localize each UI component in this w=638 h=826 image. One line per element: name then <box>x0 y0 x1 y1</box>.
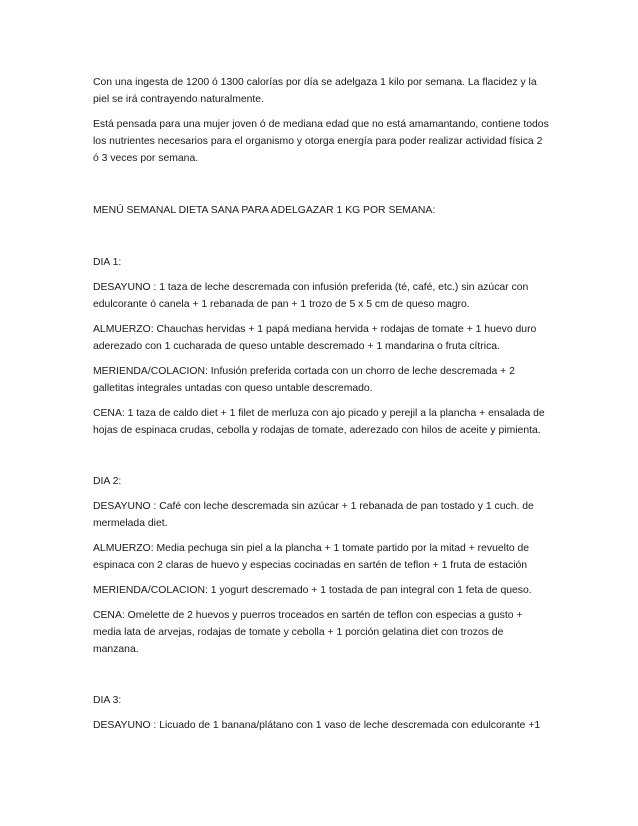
menu-title: MENÚ SEMANAL DIETA SANA PARA ADELGAZAR 1 KG POR SEMANA: <box>93 205 436 216</box>
meal-entry: CENA: Omelette de 2 huevos y puerros troceados en sartén de teflon con especias a gusto + media lata de arvejas, rodajas de tomate y cebolla + 1 porción gelatina diet con trozos de manzana. <box>93 610 523 655</box>
document-body <box>93 74 551 742</box>
spacer <box>93 447 551 473</box>
meal-entry: MERIENDA/COLACION: 1 yogurt descremado + 1 tostada de pan integral con 1 feta de queso. <box>93 585 532 596</box>
day-section <box>93 254 551 439</box>
meal-entry: CENA: 1 taza de caldo diet + 1 filet de merluza con ajo picado y perejil a la plancha + ensalada de hojas de espinaca crudas, cebolla y rodajas de tomate, aderezado con hilos de aceite y pimienta. <box>93 408 545 436</box>
meal-entry: DESAYUNO : Licuado de 1 banana/plátano con 1 vaso de leche descremada con edulcorante +1 <box>93 720 541 731</box>
meal-entry: MERIENDA/COLACION: Infusión preferida cortada con un chorro de leche descremada + 2 galletitas integrales untadas con queso untable descremado. <box>93 366 515 394</box>
day-title: DIA 2: <box>93 476 122 487</box>
day-title: DIA 3: <box>93 695 122 706</box>
meal-entry: DESAYUNO : 1 taza de leche descremada con infusión preferida (té, café, etc.) sin azúcar con edulcorante ó canela + 1 rebanada de pan + 1 trozo de 5 x 5 cm de queso magro. <box>93 282 529 310</box>
spacer <box>93 666 551 692</box>
intro-paragraph: Con una ingesta de 1200 ó 1300 calorías por día se adelgaza 1 kilo por semana. La flacidez y la piel se irá contrayendo naturalmente. <box>93 77 537 105</box>
meal-entry: ALMUERZO: Media pechuga sin piel a la plancha + 1 tomate partido por la mitad + revuelto de espinaca con 2 claras de huevo y especias cocinadas en sartén de teflon + 1 fruta de estación <box>93 543 530 571</box>
day-section <box>93 473 551 658</box>
day-section <box>93 692 551 734</box>
meal-entry: DESAYUNO : Café con leche descremada sin azúcar + 1 rebanada de pan tostado y 1 cuch. de mermelada diet. <box>93 501 534 529</box>
intro-paragraph: Está pensada para una mujer joven ó de mediana edad que no está amamantando, contiene todos los nutrientes necesarios para el organismo y otorga energía para poder realizar actividad física 2 ó 3 veces por semana. <box>93 119 549 164</box>
day-title: DIA 1: <box>93 257 122 268</box>
meal-entry: ALMUERZO: Chauchas hervidas + 1 papá mediana hervida + rodajas de tomate + 1 huevo duro aderezado con 1 cucharada de queso untable descremado + 1 mandarina o fruta cítrica. <box>93 324 537 352</box>
spacer <box>93 227 551 254</box>
spacer <box>93 175 551 202</box>
